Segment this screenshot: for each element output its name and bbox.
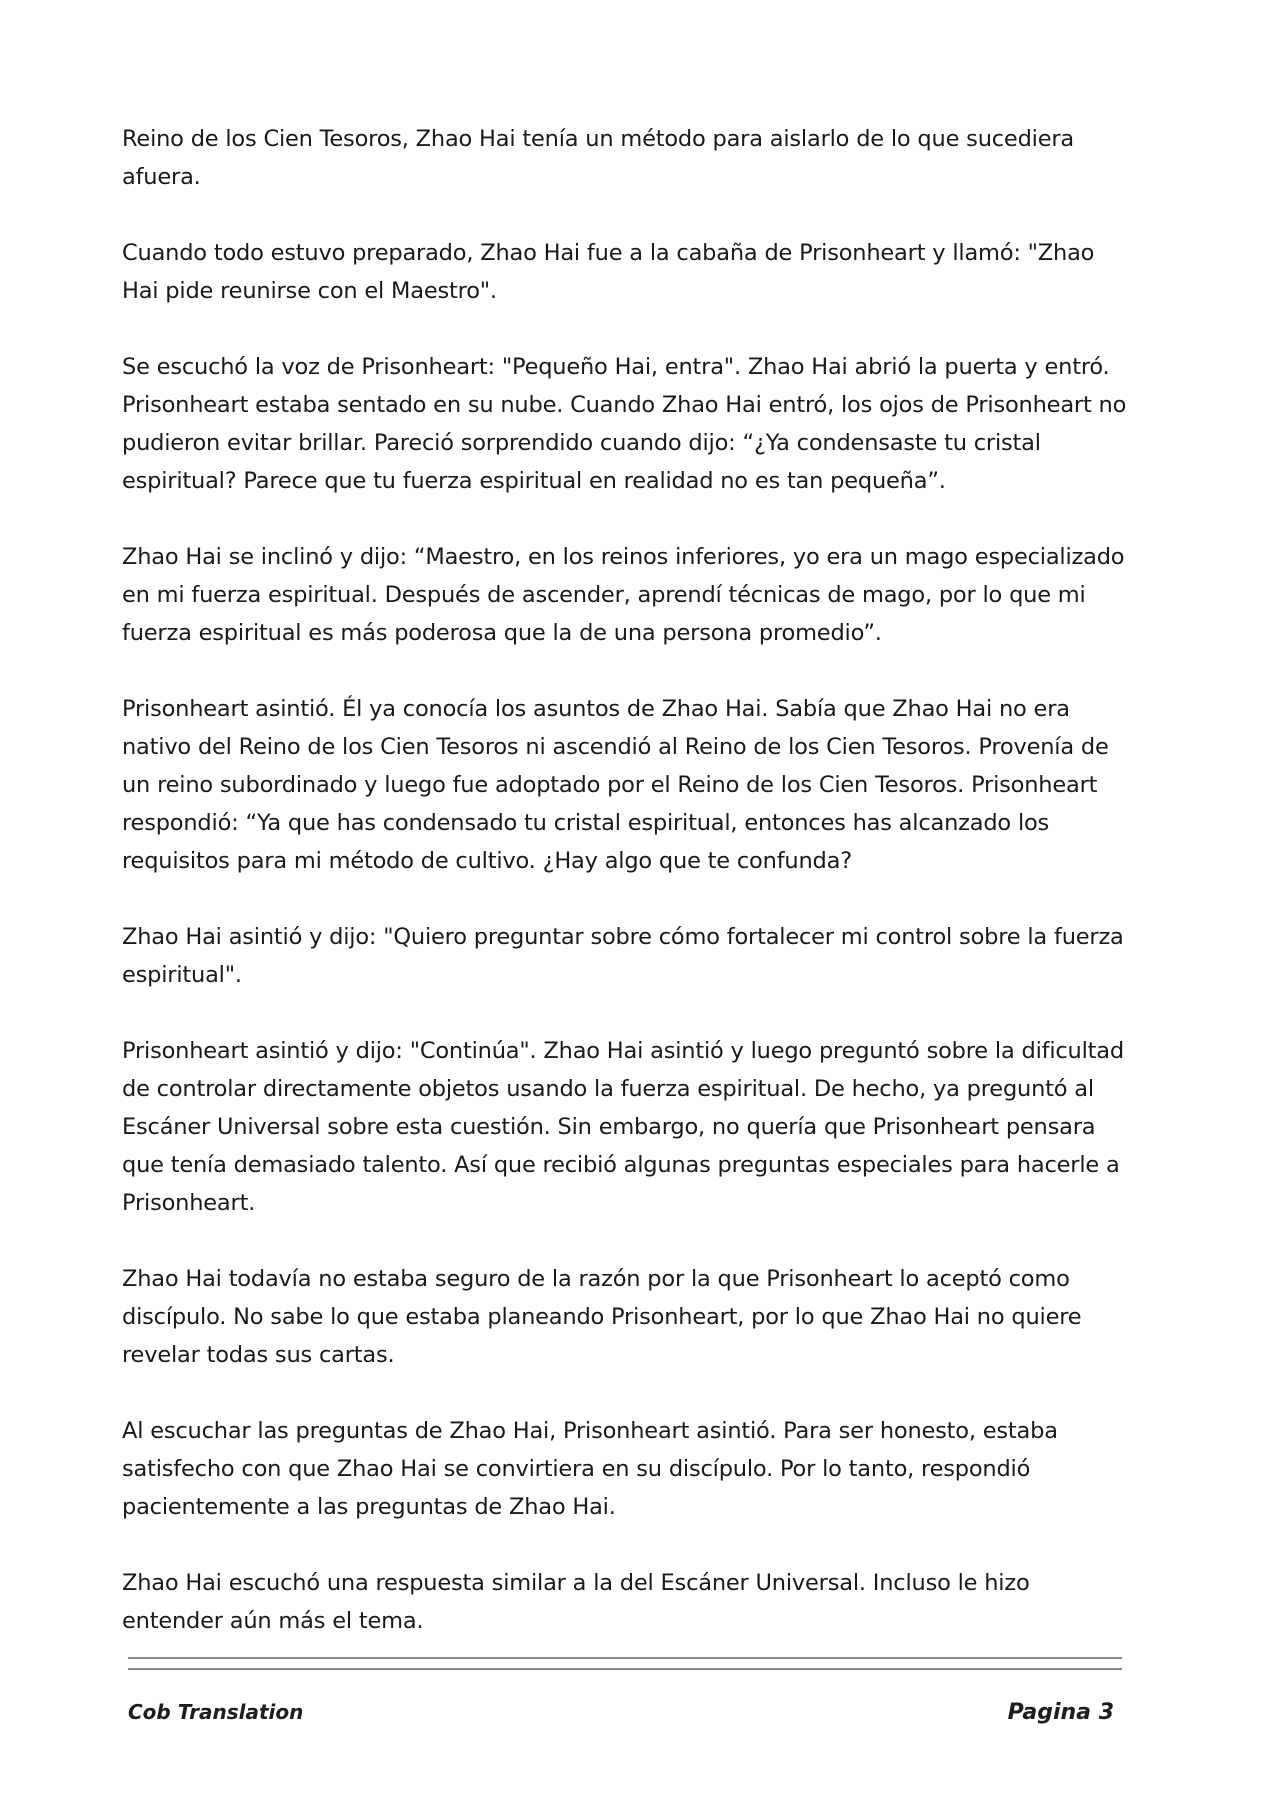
paragraph: Cuando todo estuvo preparado, Zhao Hai fue a la cabaña de Prisonheart y llamó: "Zhao Hai pide reunirse con el Maestro". (122, 240, 1095, 304)
paragraph: Zhao Hai se inclinó y dijo: “Maestro, en los reinos inferiores, yo era un mago especializado en mi fuerza espiritual. Después de ascender, aprendí técnicas de mago, por lo que mi fuerza espiritual es más poderosa que la de una persona promedio”. (122, 544, 1125, 646)
paragraph: Reino de los Cien Tesoros, Zhao Hai tenía un método para aislarlo de lo que sucediera afuera. (122, 126, 1074, 190)
page-body (122, 120, 1132, 1678)
footer-divider (128, 1657, 1122, 1670)
footer-translator-credit: Cob Translation (128, 1700, 304, 1724)
paragraph: Prisonheart asintió. Él ya conocía los asuntos de Zhao Hai. Sabía que Zhao Hai no era nativo del Reino de los Cien Tesoros ni ascendió al Reino de los Cien Tesoros. Provenía de un reino subordinado y luego fue adoptado por el Reino de los Cien Tesoros. Prisonheart respondió: “Ya que has condensado tu cristal espiritual, entonces has alcanzado los requisitos para mi método de cultivo. ¿Hay algo que te confunda? (122, 696, 1109, 874)
paragraph: Se escuchó la voz de Prisonheart: "Pequeño Hai, entra". Zhao Hai abrió la puerta y entró. Prisonheart estaba sentado en su nube. Cuando Zhao Hai entró, los ojos de Prisonheart no pudieron evitar brillar. Pareció sorprendido cuando dijo: “¿Ya condensaste tu cristal espiritual? Parece que tu fuerza espiritual en realidad no es tan pequeña”. (122, 354, 1127, 494)
footer-rule-bottom (128, 1668, 1122, 1670)
paragraph: Al escuchar las preguntas de Zhao Hai, Prisonheart asintió. Para ser honesto, estaba satisfecho con que Zhao Hai se convirtiera en su discípulo. Por lo tanto, respondió pacientemente a las preguntas de Zhao Hai. (122, 1418, 1058, 1520)
page-footer (128, 1700, 1114, 1725)
paragraph: Zhao Hai escuchó una respuesta similar a la del Escáner Universal. Incluso le hizo entender aún más el tema. (122, 1570, 1030, 1634)
paragraph: Prisonheart asintió y dijo: "Continúa". Zhao Hai asintió y luego preguntó sobre la dificultad de controlar directamente objetos usando la fuerza espiritual. De hecho, ya preguntó al Escáner Universal sobre esta cuestión. Sin embargo, no quería que Prisonheart pensara que tenía demasiado talento. Así que recibió algunas preguntas especiales para hacerle a Prisonheart. (122, 1038, 1124, 1216)
footer-rule-top (128, 1657, 1122, 1659)
paragraph: Zhao Hai asintió y dijo: "Quiero preguntar sobre cómo fortalecer mi control sobre la fuerza espiritual". (122, 924, 1124, 988)
paragraph: Zhao Hai todavía no estaba seguro de la razón por la que Prisonheart lo aceptó como discípulo. No sabe lo que estaba planeando Prisonheart, por lo que Zhao Hai no quiere revelar todas sus cartas. (122, 1266, 1082, 1368)
footer-page-number: Pagina 3 (1007, 1700, 1114, 1725)
